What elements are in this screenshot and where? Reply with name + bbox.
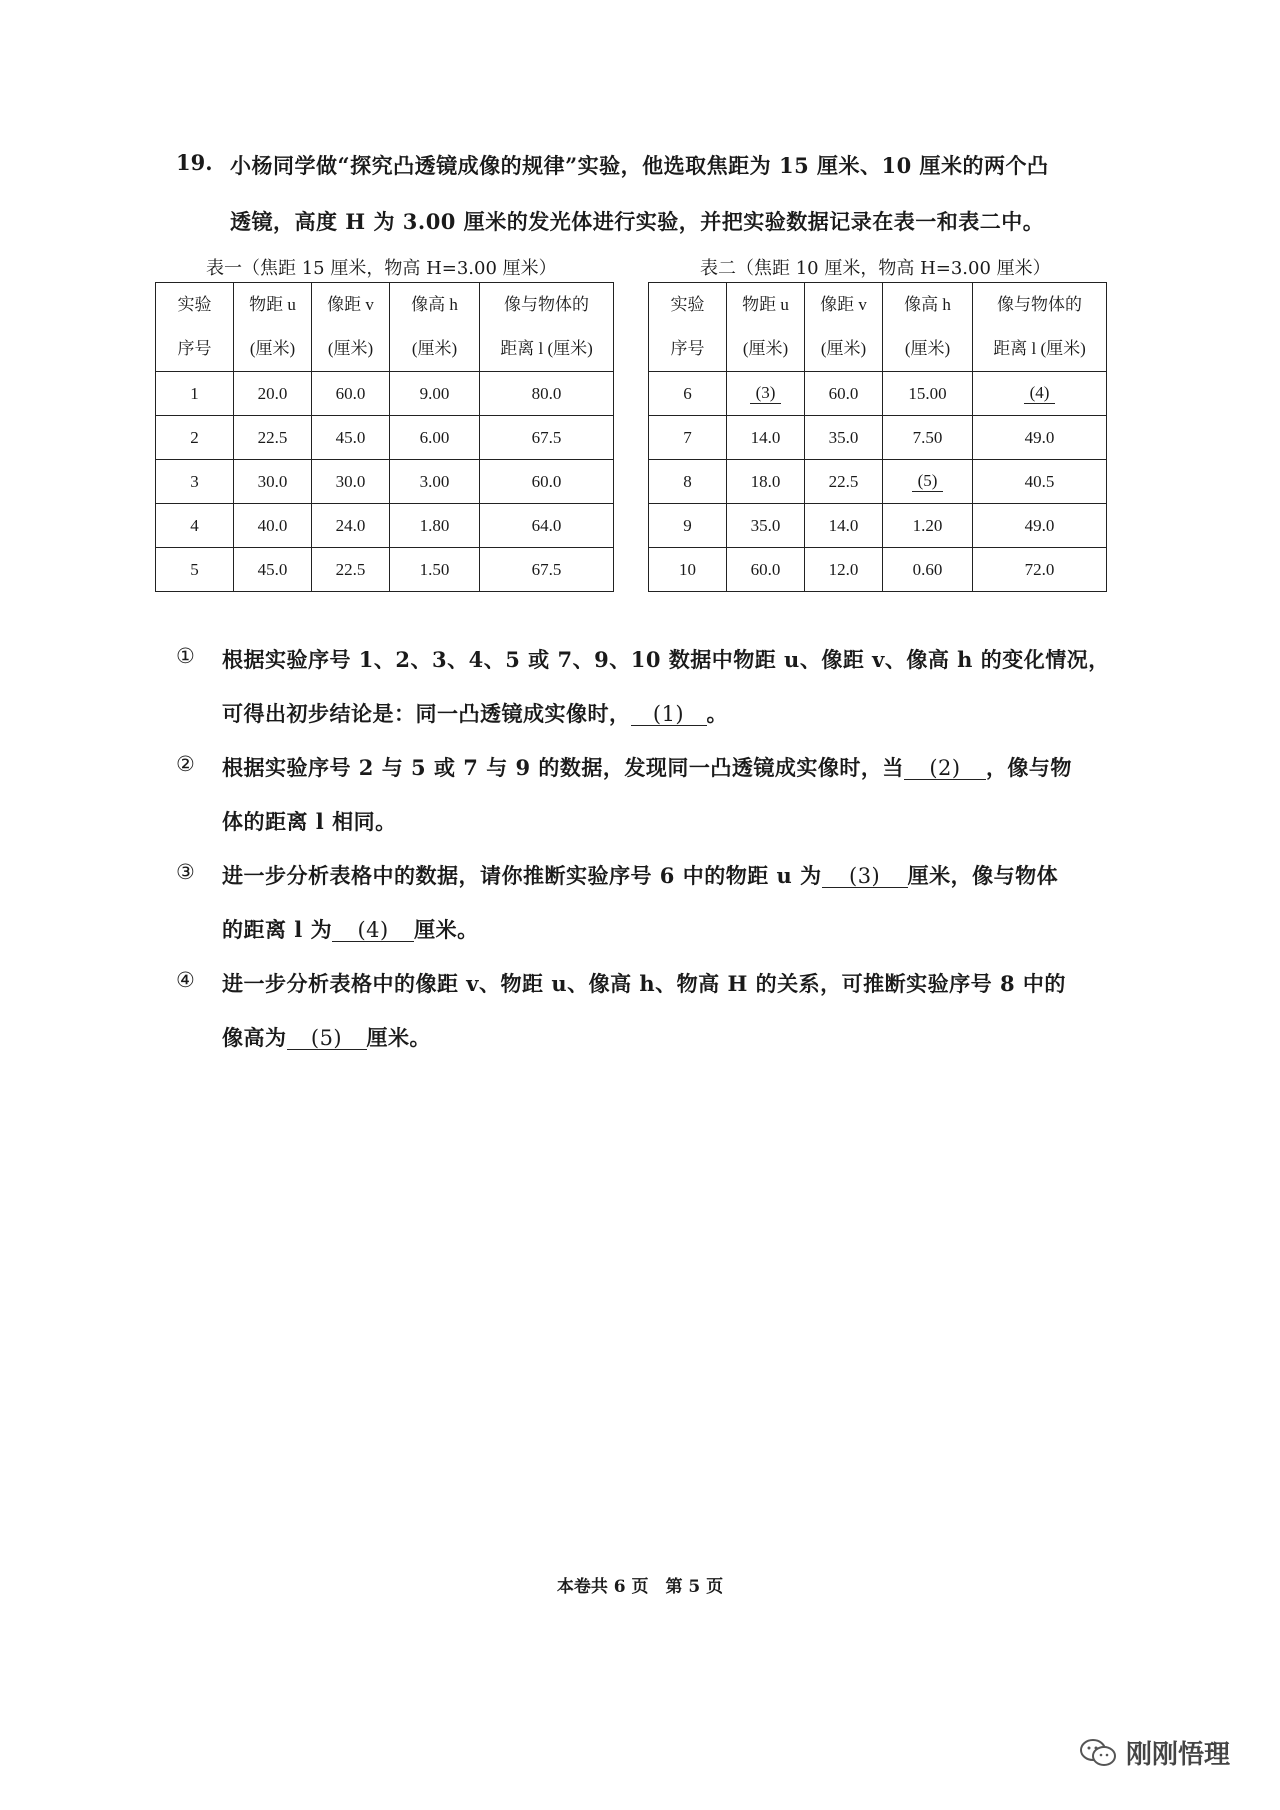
table2-cell-1-3: 7.50 [883, 416, 973, 460]
table-row [156, 372, 614, 416]
table2-header-3 [883, 283, 973, 372]
item-4-line-1: 进一步分析表格中的像距 v、物距 u、像高 h、物高 H 的关系，可推断实验序号 8 中的 [222, 971, 1066, 996]
item-3-line-2 [222, 914, 479, 944]
item-1-mark: ① [176, 644, 195, 668]
table-row [649, 416, 1107, 460]
table2-header-1 [727, 283, 805, 372]
table1-header-4-line-1: 距离 l (厘米) [500, 339, 593, 358]
table2-cell-4-2: 12.0 [805, 548, 883, 592]
table2-cell-1-2: 35.0 [805, 416, 883, 460]
table-row [156, 460, 614, 504]
table2-cell-1-1: 14.0 [727, 416, 805, 460]
table1-header-1-line-1: (厘米) [249, 339, 296, 358]
table2-header-0 [649, 283, 727, 372]
table1-cell-0-1: 20.0 [234, 372, 312, 416]
item-1-line-2 [222, 698, 728, 728]
table2-header-4-line-0: 像与物体的 [997, 295, 1082, 314]
table1-header-1-line-0: 物距 u [249, 295, 296, 314]
table1-header-0-line-0: 实验 [177, 295, 212, 314]
table2-cell-2-1: 18.0 [727, 460, 805, 504]
question-number: 19. [176, 150, 213, 175]
table-1 [155, 282, 614, 592]
table1-cell-2-1: 30.0 [234, 460, 312, 504]
table1-cell-1-1: 22.5 [234, 416, 312, 460]
table2-body [649, 372, 1107, 592]
table2-header-0-line-0: 实验 [670, 295, 705, 314]
table1-header-row [156, 283, 614, 372]
item-3-mark: ③ [176, 860, 195, 884]
table1-cell-1-2: 45.0 [312, 416, 390, 460]
table1-cell-4-4: 67.5 [480, 548, 614, 592]
table1-header-3-line-1: (厘米) [411, 339, 458, 358]
table2-header-0-line-1: 序号 [670, 339, 705, 358]
table1-cell-4-3: 1.50 [390, 548, 480, 592]
table1-header-2 [312, 283, 390, 372]
table-row [649, 504, 1107, 548]
table-row [156, 504, 614, 548]
table2-cell-0-4 [973, 372, 1107, 416]
table1-header-4-line-0: 像与物体的 [504, 295, 589, 314]
table2-header-2-line-1: (厘米) [820, 339, 867, 358]
table1-cell-4-2: 22.5 [312, 548, 390, 592]
table2-cell-4-0: 10 [649, 548, 727, 592]
table2-cell-2-0: 8 [649, 460, 727, 504]
table-row [156, 416, 614, 460]
table1-cell-2-2: 30.0 [312, 460, 390, 504]
table1-header-3-line-0: 像高 h [411, 295, 458, 314]
table1-cell-3-4: 64.0 [480, 504, 614, 548]
table-row [156, 548, 614, 592]
table1-cell-1-4: 67.5 [480, 416, 614, 460]
table2-cell-2-4: 40.5 [973, 460, 1107, 504]
table1-header-0 [156, 283, 234, 372]
table1-cell-1-0: 2 [156, 416, 234, 460]
table2-cell-2-3 [883, 460, 973, 504]
table1-header-2-line-1: (厘米) [327, 339, 374, 358]
table2-header-3-line-0: 像高 h [904, 295, 951, 314]
table2-caption: 表二（焦距 10 厘米，物高 H=3.00 厘米） [700, 258, 1051, 279]
table2-header-1-line-0: 物距 u [742, 295, 789, 314]
table1-header-3 [390, 283, 480, 372]
blank-3: (3) [822, 865, 908, 888]
watermark [1078, 1734, 1230, 1771]
answer-blank: (3) [750, 383, 782, 404]
table-row [649, 460, 1107, 504]
table2-header-4-line-1: 距离 l (厘米) [993, 339, 1086, 358]
table2-cell-0-2: 60.0 [805, 372, 883, 416]
table1-cell-2-0: 3 [156, 460, 234, 504]
table2-header-3-line-1: (厘米) [904, 339, 951, 358]
item-3-text: 进一步分析表格中的数据，请你推断实验序号 6 中的物距 u 为 [222, 863, 822, 888]
item-2-line-1 [222, 752, 1072, 782]
table1-cell-3-3: 1.80 [390, 504, 480, 548]
item-3-tail: 厘米，像与物体 [907, 863, 1059, 888]
table2-cell-3-2: 14.0 [805, 504, 883, 548]
item-2-tail: ，像与物 [985, 755, 1072, 780]
table1-body [156, 372, 614, 592]
item-2-line-2: 体的距离 l 相同。 [222, 809, 397, 834]
blank-5: (5) [287, 1027, 367, 1050]
table2-cell-4-3: 0.60 [883, 548, 973, 592]
question-line-2: 透镜，高度 H 为 3.00 厘米的发光体进行实验，并把实验数据记录在表一和表二中。 [230, 209, 1045, 234]
blank-1: (1) [631, 703, 707, 726]
table2-cell-0-3: 15.00 [883, 372, 973, 416]
table2-cell-3-1: 35.0 [727, 504, 805, 548]
item-1-text: 可得出初步结论是：同一凸透镜成实像时， [222, 701, 631, 726]
table1-cell-1-3: 6.00 [390, 416, 480, 460]
table1-header-2-line-0: 像距 v [327, 295, 374, 314]
answer-blank: (5) [912, 471, 944, 492]
question-line-1: 小杨同学做“探究凸透镜成像的规律”实验，他选取焦距为 15 厘米、10 厘米的两个凸 [230, 153, 1049, 178]
table1-header-1 [234, 283, 312, 372]
table2-cell-2-2: 22.5 [805, 460, 883, 504]
table1-cell-3-1: 40.0 [234, 504, 312, 548]
table1-cell-2-3: 3.00 [390, 460, 480, 504]
table1-cell-4-1: 45.0 [234, 548, 312, 592]
table-row [649, 372, 1107, 416]
item-3-end: 厘米。 [414, 917, 479, 942]
table1-cell-0-0: 1 [156, 372, 234, 416]
table2-cell-3-0: 9 [649, 504, 727, 548]
table-row [649, 548, 1107, 592]
table2-header-2 [805, 283, 883, 372]
table1-header-0-line-1: 序号 [177, 339, 212, 358]
table1-cell-3-2: 24.0 [312, 504, 390, 548]
table2-header-4 [973, 283, 1107, 372]
item-3-line-1 [222, 860, 1058, 890]
table1-cell-0-4: 80.0 [480, 372, 614, 416]
blank-2: (2) [904, 757, 986, 780]
item-1-line-1: 根据实验序号 1、2、3、4、5 或 7、9、10 数据中物距 u、像距 v、像高 h 的变化情况， [222, 647, 1110, 672]
table2-cell-1-0: 7 [649, 416, 727, 460]
table2-cell-1-4: 49.0 [973, 416, 1107, 460]
item-3-text-2: 的距离 l 为 [222, 917, 333, 942]
table2-header-row [649, 283, 1107, 372]
table2-header-2-line-0: 像距 v [820, 295, 867, 314]
item-2-text: 根据实验序号 2 与 5 或 7 与 9 的数据，发现同一凸透镜成实像时，当 [222, 755, 904, 780]
table2-header-1-line-1: (厘米) [742, 339, 789, 358]
table1-cell-0-2: 60.0 [312, 372, 390, 416]
table1-cell-0-3: 9.00 [390, 372, 480, 416]
table-2 [648, 282, 1107, 592]
table2-cell-4-4: 72.0 [973, 548, 1107, 592]
blank-4: (4) [332, 919, 414, 942]
item-1-end: 。 [706, 701, 728, 726]
answer-blank: (4) [1024, 383, 1056, 404]
watermark-text: 刚刚悟理 [1126, 1740, 1231, 1770]
item-2-mark: ② [176, 752, 195, 776]
table2-cell-3-3: 1.20 [883, 504, 973, 548]
table2-cell-0-0: 6 [649, 372, 727, 416]
table1-header-4 [480, 283, 614, 372]
table1-cell-2-4: 60.0 [480, 460, 614, 504]
table2-cell-3-4: 49.0 [973, 504, 1107, 548]
table1-cell-3-0: 4 [156, 504, 234, 548]
table2-cell-4-1: 60.0 [727, 548, 805, 592]
page-footer: 本卷共 6 页 第 5 页 [556, 1577, 724, 1597]
table1-cell-4-0: 5 [156, 548, 234, 592]
item-4-mark: ④ [176, 968, 195, 992]
table2-cell-0-1 [727, 372, 805, 416]
item-4-text: 像高为 [222, 1025, 287, 1050]
item-4-end: 厘米。 [366, 1025, 431, 1050]
table1-caption: 表一（焦距 15 厘米，物高 H=3.00 厘米） [206, 258, 557, 279]
item-4-line-2 [222, 1022, 431, 1052]
wechat-icon [1078, 1738, 1118, 1768]
